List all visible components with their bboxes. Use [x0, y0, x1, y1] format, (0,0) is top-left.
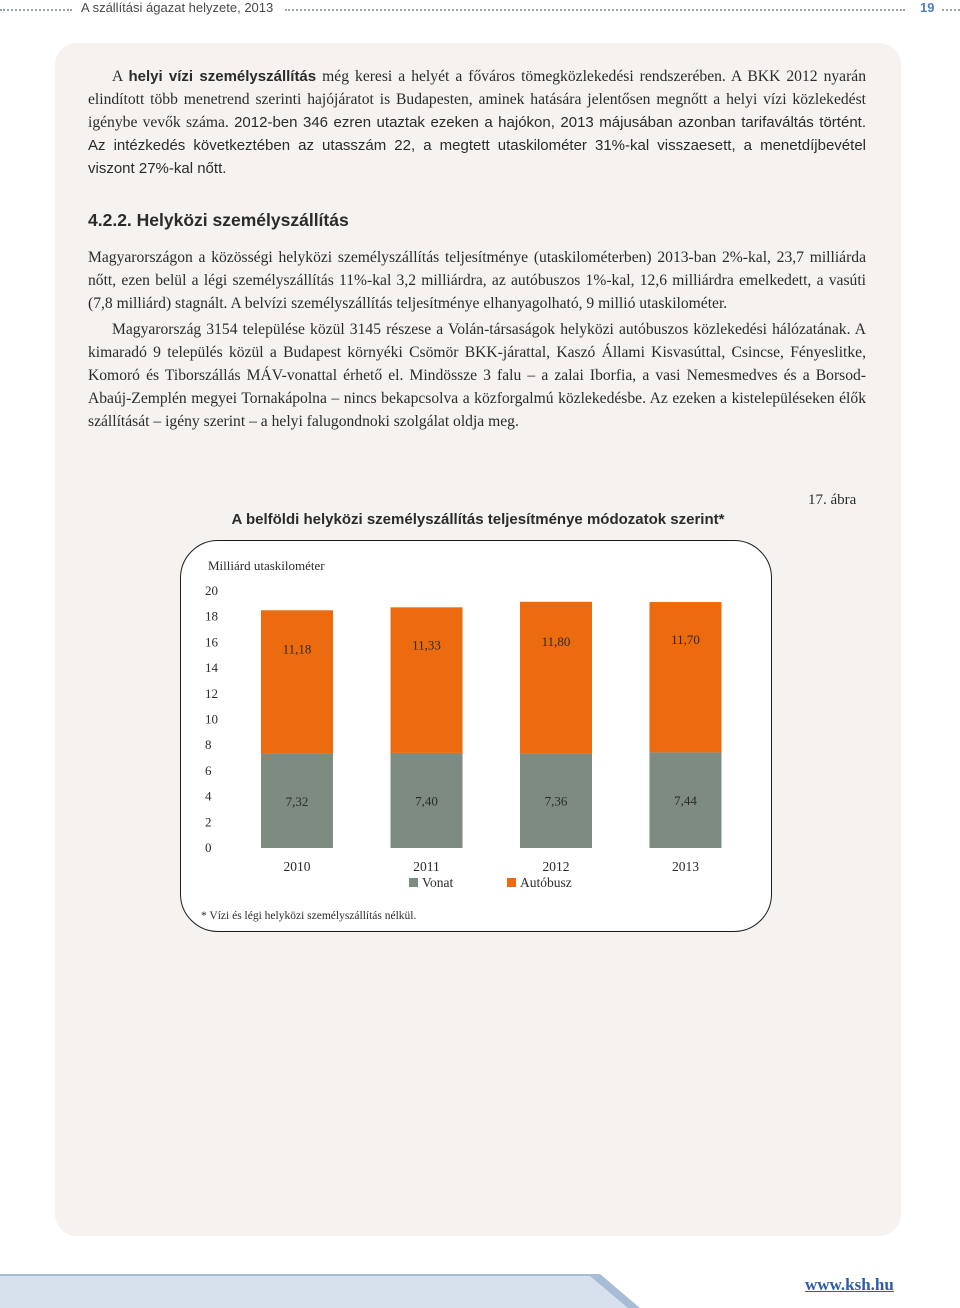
- y-tick-label: 12: [205, 685, 218, 701]
- y-tick-label: 16: [205, 634, 218, 650]
- legend-swatch-autóbusz: [507, 878, 516, 887]
- y-tick-label: 20: [205, 583, 218, 598]
- data-label-autóbusz-2013: 11,70: [671, 632, 700, 648]
- stacked-bar-chart: [181, 541, 771, 931]
- figure-label: 17. ábra: [808, 492, 857, 508]
- chart-frame: [180, 540, 772, 932]
- y-tick-label: 18: [205, 608, 218, 624]
- legend-swatch-vonat: [409, 878, 418, 887]
- chart-footnote: * Vízi és légi helyközi személyszállítás nélkül.: [201, 910, 417, 922]
- paragraph-water-transport: [88, 65, 866, 180]
- data-label-autóbusz-2011: 11,33: [412, 637, 441, 653]
- bar-autóbusz-2011: [391, 607, 463, 753]
- y-tick-label: 0: [205, 840, 212, 855]
- y-axis-label: Milliárd utaskilométer: [208, 558, 325, 573]
- p1-bold-term: helyi vízi személyszállítás: [128, 68, 317, 85]
- data-label-vonat-2013: 7,44: [674, 793, 697, 809]
- y-tick-label: 8: [205, 737, 212, 753]
- legend-label-autóbusz: Autóbusz: [520, 875, 572, 890]
- y-tick-label: 10: [205, 711, 218, 727]
- y-tick-label: 2: [205, 814, 212, 830]
- chart-title: A belföldi helyközi személyszállítás teljesítménye módozatok szerint*: [231, 511, 725, 528]
- paragraph-2: Magyarországon a közösségi helyközi személyszállítás teljesítménye (utaskilométerben) 2013-ban 2%-kal, 23,7 milliárda nőtt, ezen belül a légi személyszállítás 11%-kal 3,2 milliárdra, az autóbuszos 1%-kal, 12,6 milliárdra emelkedett, a vasúti (7,8 milliárd) stagnált. A belvízi személyszállítás teljesítménye elhanyagolható, 9 millió utaskilométer.: [88, 249, 866, 312]
- running-head: [0, 0, 960, 20]
- x-tick-label-2011: 2011: [413, 859, 440, 874]
- data-label-autóbusz-2012: 11,80: [541, 633, 571, 649]
- x-tick-label-2012: 2012: [542, 859, 570, 874]
- bar-autóbusz-2012: [520, 602, 592, 754]
- p1-text-b: még keresi a helyét a főváros tömegközlekedési rendszerében. A BKK 2012 nyarán elindított több menetrend szerinti hajójáratot is Budapesten, aminek hatására jelentősen megnőtt a helyi vízi közlekedést igénybe vevők száma.: [88, 68, 866, 131]
- data-label-vonat-2012: 7,36: [544, 793, 568, 809]
- x-tick-label-2013: 2013: [672, 859, 699, 874]
- header-dots-right: [942, 9, 960, 11]
- y-tick-label: 14: [205, 660, 218, 676]
- x-tick-label-2010: 2010: [283, 859, 311, 874]
- p1-text-a: A: [112, 68, 129, 85]
- header-dots-left: [0, 9, 72, 11]
- paragraph-intercity: [88, 246, 866, 433]
- data-label-autóbusz-2010: 11,18: [282, 641, 312, 657]
- header-dots-middle: [285, 9, 905, 11]
- page-number: 19: [920, 0, 935, 15]
- section-heading: 4.2.2. Helyközi személyszállítás: [88, 210, 349, 230]
- bar-autóbusz-2010: [261, 610, 333, 754]
- header-title: A szállítási ágazat helyzete, 2013: [77, 0, 277, 15]
- bar-autóbusz-2013: [650, 602, 722, 752]
- p1-text-c: 2012-ben 346 ezren utaztak ezeken a hajókon, 2013 májusában azonban tarifaváltás történt. Az intézkedés következtében az utasszám 22, a megtett utaskilométer 31%-kal visszaesett, a menetdíjbevétel viszont 27%-kal nőtt.: [88, 114, 866, 177]
- paragraph-3: Magyarország 3154 települése közül 3145 részese a Volán-társaságok helyközi autóbuszos közlekedési hálózatának. A kimaradó 9 település közül a Budapest környéki Csömör BKK-járattal, Kaszó Állami Kisvasúttal, Csincse, Fényeslitke, Komoró és Tiborszállás MÁV-vonattal érhető el. Mindössze 3 falu – a zalai Iborfia, a vasi Nemesmedves és a Borsod-Abaúj-Zemplén megyei Tornakápolna – nincs bekapcsolva a közforgalmú közlekedésbe. Az ezeken a kistelepüléseken élők szállítását – igény szerint – a helyi falugondnoki szolgálat oldja meg.: [88, 321, 866, 430]
- data-label-vonat-2011: 7,40: [415, 793, 438, 809]
- legend-label-vonat: Vonat: [422, 875, 454, 890]
- footer-link-ksh[interactable]: www.ksh.hu: [805, 1275, 894, 1294]
- y-tick-label: 6: [205, 762, 212, 778]
- y-tick-label: 4: [205, 788, 212, 804]
- data-label-vonat-2010: 7,32: [285, 793, 309, 809]
